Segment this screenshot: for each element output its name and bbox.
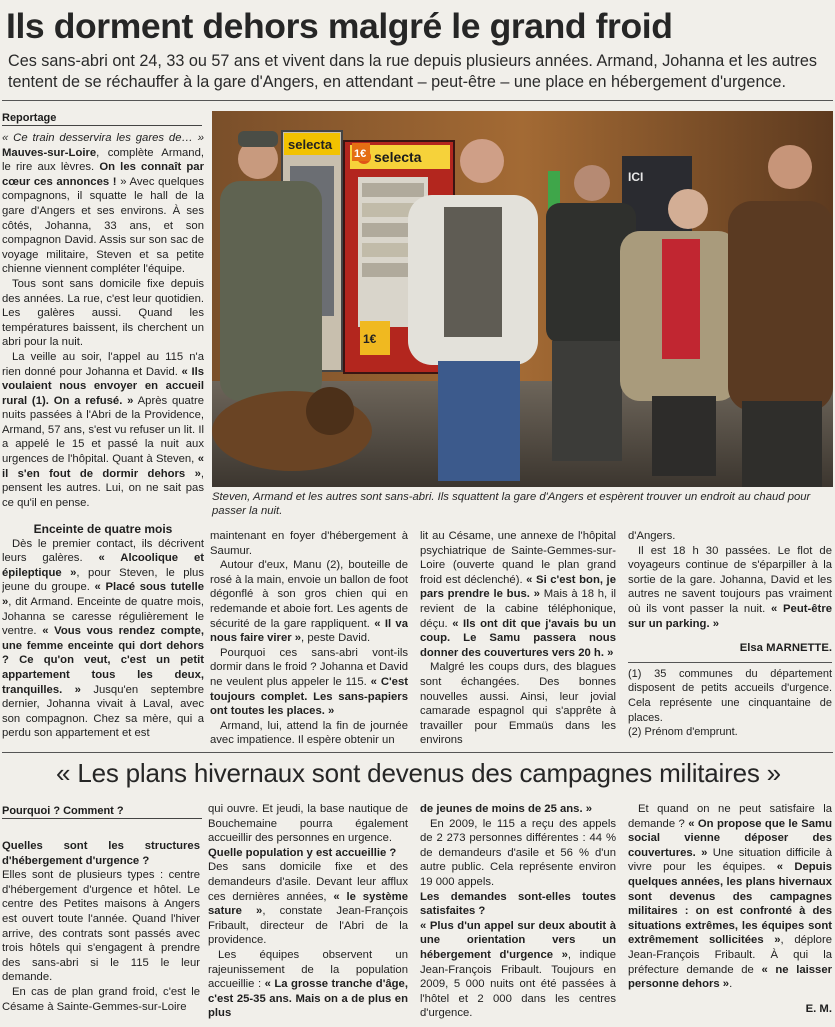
text-run: On les connaît par cœur ces annonces ! bbox=[2, 161, 204, 188]
text-run: « Ils ont dit que j'avais bu un coup. Le Samu passera nous donner des couvertures vers 20 h. » bbox=[420, 617, 616, 659]
text-run: La veille au soir, l'appel au 115 n'a rien donné pour Johanna et David. bbox=[2, 350, 204, 378]
sidebar-rule bbox=[2, 752, 833, 753]
text-run: « La grosse tranche d'âge, c'est 25-35 ans. Mais on a de plus en plus bbox=[208, 978, 408, 1020]
text-run: Pourquoi ces sans-abri vont-ils dormir dans le froid ? Johanna et David ne veulent plus appeler le 115. bbox=[210, 646, 408, 688]
text-run: « Peut-être sur un parking. » bbox=[628, 602, 832, 630]
question-3: Les demandes sont-elles toutes satisfaites ? bbox=[420, 890, 616, 918]
headline-rule bbox=[2, 100, 833, 101]
paragraph: Tous sont sans domicile fixe depuis des années. La rue, c'est leur quotidien. Les galères aussi. Quand les températures baissent, ils cherchent un abri pour la nuit. bbox=[2, 277, 204, 349]
answer-1-cont: qui ouvre. Et jeudi, la base nautique de Bouchemaine pourra également accueillir des personnes en urgence. bbox=[208, 803, 408, 845]
text-run: , pour Steven, le plus jeune du groupe. bbox=[2, 566, 204, 594]
headline: Ils dorment dehors malgré le grand froid bbox=[6, 6, 673, 46]
photo-train-station bbox=[212, 111, 833, 487]
text-run: , dit Armand. Enceinte de quatre mois, Johanna se caresse régulièrement le ventre. bbox=[2, 595, 204, 638]
text-run: « le système sature » bbox=[208, 890, 408, 918]
text-run: « Si c'est bon, je pars prendre le bus. » bbox=[420, 573, 616, 601]
text-run: « C'est toujours complet. Les sans-papiers ont toutes les places. » bbox=[210, 675, 408, 718]
answer-1b: En cas de plan grand froid, c'est le Césame à Sainte-Gemmes-sur-Loire bbox=[2, 985, 200, 1013]
question-2: Quelle population y est accueillie ? bbox=[208, 846, 397, 859]
sidebar-signature: E. M. bbox=[805, 1002, 832, 1015]
text-run: de jeunes de moins de 25 ans. » bbox=[420, 803, 593, 815]
photo-caption: Steven, Armand et les autres sont sans-abri. Ils squattent la gare d'Angers et espèrent trouver un endroit au chaud pour passer la nuit. bbox=[212, 491, 811, 517]
paragraph: En 2009, le 115 a reçu des appels de 2 273 personnes différentes : 44 % de demandeurs d'asile et 56 % d'un autre public. Cela représente environ 19 000 appels. bbox=[420, 817, 616, 888]
text-run: , pensent les autres. Lui, on ne sait pas ce qu'il en pense. bbox=[2, 467, 204, 509]
article-column-4 bbox=[628, 529, 832, 749]
text-run: Les équipes observent un rajeunissement de la population accueillie : bbox=[208, 948, 408, 991]
text-run: Autour d'eux, Manu (2), bouteille de rosé à la main, envoie un ballon de foot dégonflé à son gros chien qui en redemande et aboie fort. Les agents de sécurité de la gare rappliquent. bbox=[210, 559, 408, 630]
text-run: « On propose que le Samu social vienne déposer des couvertures. » bbox=[628, 817, 832, 859]
sign-price-2: 1€ bbox=[363, 332, 377, 346]
footnote-2: (2) Prénom d'emprunt. bbox=[628, 726, 738, 739]
sidebar-kicker: Pourquoi ? Comment ? bbox=[2, 805, 202, 819]
text-run: Une situation difficile à vivre pour les équipes. bbox=[628, 846, 832, 874]
article-column-1-lower bbox=[2, 522, 204, 747]
text-run: lit au Césame, une annexe de l'hôpital psychiatrique de Sainte-Gemmes-sur-Loire (ouverte quand le plan grand froid est déclenché). bbox=[420, 530, 616, 586]
text-run: , indique Jean-François Fribault. Toujours en 2009, 5 000 nuits ont été passées à l'hôtel et 2 000 dans les centres d'urgence. bbox=[420, 948, 616, 1020]
text-run: Mais à 18 h, il revient de la cabine téléphonique, déçu. bbox=[420, 588, 616, 630]
text-run: Des sans domicile fixe et des demandeurs d'asile. Devant leur afflux ces dernières années, bbox=[208, 861, 408, 903]
sign-selecta-1: selecta bbox=[288, 137, 333, 152]
text-run: « Placé sous tutelle » bbox=[2, 581, 204, 608]
sidebar-headline: « Les plans hivernaux sont devenus des campagnes militaires » bbox=[56, 758, 781, 788]
sidebar-column-2 bbox=[208, 802, 408, 1024]
text-run: « Alcoolique et épileptique » bbox=[2, 552, 204, 579]
article-signature: Elsa MARNETTE. bbox=[739, 642, 832, 655]
sign-selecta-2: selecta bbox=[374, 149, 422, 165]
paragraph: d'Angers. bbox=[628, 530, 676, 542]
paragraph: Malgré les coups durs, des blagues sont échangées. Des bonnes nouvelles aussi. Ainsi, leur jovial camarade espagnol qui s'apprête à travailler pour Emmaüs dans les environs bbox=[420, 661, 616, 747]
sign-price-1: 1€ bbox=[354, 148, 367, 160]
paragraph: Armand, lui, attend la fin de journée avec impatience. Il espère obtenir un bbox=[210, 719, 408, 747]
article-column-3 bbox=[420, 529, 616, 747]
paragraph: maintenant en foyer d'hébergement à Saumur. bbox=[210, 530, 408, 557]
text-run: « Ce train desservira les gares de… » bbox=[2, 132, 204, 144]
sidebar-column-3 bbox=[420, 802, 616, 1024]
article-column-1 bbox=[2, 131, 204, 523]
text-run: Mauves-sur-Loire bbox=[2, 146, 97, 159]
text-run: . bbox=[729, 978, 733, 991]
text-run: Dès le premier contact, ils décrivent leurs galères. bbox=[2, 537, 204, 565]
answer-1: Elles sont de plusieurs types : centre d'hébergement d'urgence et hôtel. Le centre des Petites maisons à Angers est ouvert toute l'année. Quand l'hiver arrive, des contrats sont passés avec trois hôtels qui s'engagent à prendre des sans-abri si le 115 le leur demande. bbox=[2, 869, 200, 984]
question-1: Quelles sont les structures d'hébergement d'urgence ? bbox=[2, 840, 200, 867]
sign-ici: ICI bbox=[628, 170, 644, 184]
text-run: Il est 18 h 30 passées. Le flot de voyageurs continue de s'éparpiller à la sortie de la gare. Johanna, David et les autres ne savent toujours pas vraiment où ils vont passer la nuit. bbox=[628, 544, 832, 615]
text-run: Après quatre nuits passées à l'Abri de la Providence, Armand, 57 ans, s'est vu refuser un lit. Il a appelé le 15 et passé la nuit aux urgences de l'hôpital. Quant à Steven, bbox=[2, 394, 204, 466]
subhead: Enceinte de quatre mois bbox=[33, 522, 173, 536]
text-run: , peste David. bbox=[301, 632, 371, 645]
section-kicker: Reportage bbox=[2, 112, 202, 126]
sidebar-column-4 bbox=[628, 802, 832, 1024]
photo-illustration bbox=[212, 111, 833, 487]
text-run: , constate Jean-François Fribault, directeur de l'Abri de la providence. bbox=[208, 905, 408, 947]
text-run: « Depuis quelques années, les plans hivernaux sont devenus des campagnes militaires : on est confronté à des situations extrêmes, les équipes sont extrêmement sollicitées » bbox=[628, 861, 832, 947]
text-run: Jusqu'en septembre dernier, Johanna vivait à Laval, avec son compagnon. Chez sa mère, qui a perdu son appartement et est bbox=[2, 683, 204, 740]
sidebar-column-1 bbox=[2, 823, 200, 1023]
lead-paragraph: Ces sans-abri ont 24, 33 ou 57 ans et vivent dans la rue depuis plusieurs années. Armand, Johanna et les autres tentent de se réchauffer à la gare d'Angers, en attendant – peut-être – une place en hébergement d'urgence. bbox=[8, 52, 817, 91]
text-run: « Ils voulaient nous envoyer en accueil rural (1). On a refusé. » bbox=[2, 365, 204, 407]
text-run: » Avec quelques compagnons, il squatte le hall de la gare d'Angers et ses environs. À ses côtés, Johanna, 33 ans, et son compagnon David. Assis sur son sac de voyage militaire, Steven et sa petite chienne viennent compléter l'équipe. bbox=[2, 175, 204, 276]
footnote-rule bbox=[628, 662, 832, 663]
text-run: « Il va nous faire virer » bbox=[210, 617, 408, 645]
text-run: « Vous vous rendez compte, une femme enceinte qui dort dehors ? Ce qu'on veut, c'est un petit appartement tous les deux, tranquilles. » bbox=[2, 625, 204, 696]
text-run: Et quand on ne peut satisfaire la demande ? bbox=[628, 803, 832, 830]
text-run: , déplore Jean-François Fribault. À qui la préfecture demande de bbox=[628, 934, 832, 976]
text-run: « Plus d'un appel sur deux aboutit à une orientation vers un hébergement d'urgence » bbox=[420, 919, 616, 961]
text-run: « ne laisser personne dehors » bbox=[628, 963, 832, 991]
text-run: « il s'en fout de dormir dehors » bbox=[2, 453, 204, 480]
text-run: , complète Armand, le rire aux lèvres. bbox=[2, 146, 204, 174]
footnote-1: (1) 35 communes du département disposent de petits accueils d'urgence. Cela représente une cinquantaine de places. bbox=[628, 667, 832, 724]
article-column-2 bbox=[210, 529, 408, 747]
